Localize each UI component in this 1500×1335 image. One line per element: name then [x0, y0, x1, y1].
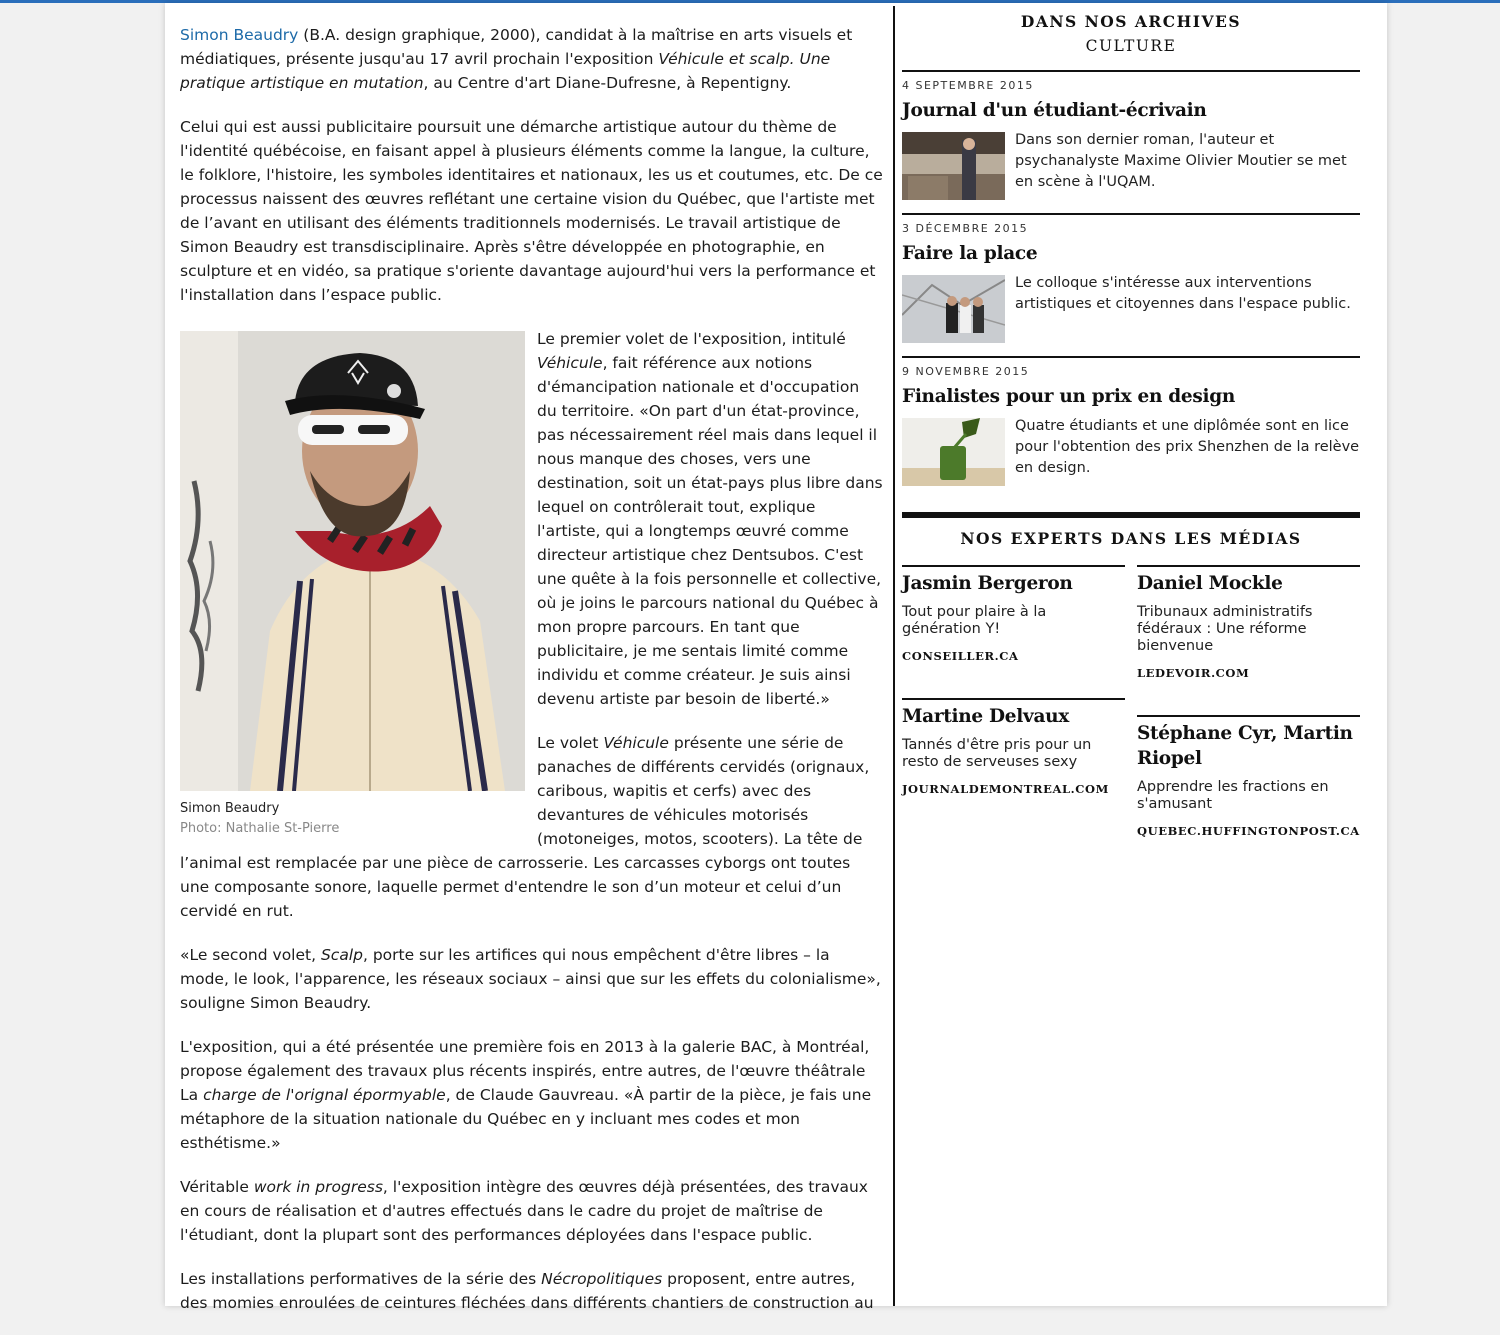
- article-paragraph: Les installations performatives de la série des Nécropolitiques proposent, entre autres, des momies enroulées de ceintures fléchées dans différents chantiers de construction au: [180, 1270, 874, 1312]
- experts-section: [902, 512, 1360, 839]
- expert-source: JOURNALDEMONTREAL.COM: [902, 782, 1109, 796]
- figure-caption: Simon Beaudry: [180, 801, 280, 816]
- expert-source: LEDEVOIR.COM: [1137, 666, 1250, 680]
- expert-item[interactable]: [1137, 715, 1360, 839]
- article-summary: Quatre étudiants et une diplômée sont en lice pour l'obtention des prix Shenzhen de la relève en design.: [1015, 418, 1360, 476]
- expert-name[interactable]: Daniel Mockle: [1137, 573, 1283, 594]
- article-paragraph: L'exposition, qui a été présentée une première fois en 2013 à la galerie BAC, à Montréal, propose également des travaux plus récents inspirés, entre autres, de l'œuvre théâtrale La charge de l'orignal épormyable, de Claude Gauvreau. «À partir de la pièce, je fais une métaphore de la situation nationale du Québec en y incluant mes codes et mon esthétisme.»: [180, 1038, 872, 1152]
- article-paragraph: Le volet Véhicule présente une série de panaches de différents cervidés (orignaux, caribous, wapitis et cerfs) avec des devantures de véhicules motorisés (motoneiges, motos, scooters). La tête de l’animal est remplacée par une pièce de carrosserie. Les carcasses cyborgs ont toutes une composante sonore, laquelle permet d'entendre le son d’un moteur et celui d’un cervidé en rut.: [180, 734, 870, 920]
- article-paragraph: Celui qui est aussi publicitaire poursuit une démarche artistique autour du thème de l'identité québécoise, en faisant appel à plusieurs éléments comme la langue, la culture, le folklore, l'histoire, les symboles identitaires et nationaux, les us et coutumes, etc. De ce processus naissent des œuvres reflétant une certaine vision du Québec, que l'artiste met de l’avant en utilisant des éléments traditionnels modernisés. Le travail artistique de Simon Beaudry est transdisciplinaire. Après s'être développée en photographie, en sculpture et en vidéo, sa pratique s'oriente davantage aujourd'hui vers la performance et l'installation dans l’espace public.: [180, 118, 883, 304]
- archive-article[interactable]: [902, 70, 1360, 200]
- expert-item[interactable]: [1137, 565, 1360, 681]
- figure-credit: Photo: Nathalie St-Pierre: [180, 821, 340, 836]
- expert-name[interactable]: Stéphane Cyr, Martin Riopel: [1137, 723, 1353, 769]
- expert-item[interactable]: [902, 565, 1125, 664]
- article-title-link[interactable]: Journal d'un étudiant-écrivain: [902, 100, 1207, 121]
- sidebar: [902, 9, 1360, 839]
- expert-headline[interactable]: Tannés d'être pris pour un resto de serveuses sexy: [902, 737, 1092, 770]
- archives-title: DANS NOS ARCHIVES: [1020, 12, 1242, 31]
- article-thumbnail[interactable]: [902, 418, 1005, 486]
- archives-subtitle[interactable]: CULTURE: [1085, 37, 1177, 55]
- expert-item[interactable]: [902, 698, 1125, 797]
- author-link[interactable]: Simon Beaudry: [180, 26, 299, 44]
- article-paragraph: Simon Beaudry (B.A. design graphique, 2000), candidat à la maîtrise en arts visuels et médiatiques, présente jusqu'au 17 avril prochain l'exposition Véhicule et scalp. Une pratique artistique en mutation, au Centre d'art Diane-Dufresne, à Repentigny.: [180, 26, 853, 92]
- article-date: 9 NOVEMBRE 2015: [902, 365, 1030, 378]
- article-thumbnail[interactable]: [902, 275, 1005, 343]
- expert-headline[interactable]: Tribunaux administratifs fédéraux : Une réforme bienvenue: [1137, 604, 1313, 654]
- expert-headline[interactable]: Apprendre les fractions en s'amusant: [1137, 779, 1329, 812]
- article-paragraph: Véritable work in progress, l'exposition intègre des œuvres déjà présentées, des travaux en cours de réalisation et d'autres effectués dans le cadre du projet de maîtrise de l'étudiant, dont la plupart sont des performances déployées dans l'espace public.: [180, 1178, 868, 1244]
- expert-headline[interactable]: Tout pour plaire à la génération Y!: [902, 604, 1047, 637]
- archive-article[interactable]: [902, 213, 1360, 343]
- article-body: [180, 23, 883, 1335]
- article-paragraph: «Le second volet, Scalp, porte sur les artifices qui nous empêchent d'être libres – la mode, le look, l'apparence, les réseaux sociaux – ainsi que sur les effets du colonialisme», souligne Simon Beaudry.: [180, 946, 881, 1012]
- article-summary: Dans son dernier roman, l'auteur et psychanalyste Maxime Olivier Moutier se met en scène à l'UQAM.: [1015, 132, 1347, 190]
- article-thumbnail[interactable]: [902, 132, 1005, 200]
- expert-name[interactable]: Jasmin Bergeron: [902, 573, 1073, 594]
- expert-name[interactable]: Martine Delvaux: [902, 706, 1070, 727]
- expert-source: QUEBEC.HUFFINGTONPOST.CA: [1137, 824, 1360, 838]
- article-summary: Le colloque s'intéresse aux interventions artistiques et citoyennes dans l'espace public.: [1015, 275, 1351, 312]
- article-date: 3 DÉCEMBRE 2015: [902, 222, 1029, 235]
- artist-photo: [180, 331, 525, 791]
- article-paragraph: Le premier volet de l'exposition, intitulé Véhicule, fait référence aux notions d'émancipation nationale et d'occupation du territoire. «On part d'un état-province, pas nécessairement réel mais dans lequel il nous manque des choses, vers une destination, soit un état-pays plus libre dans lequel on contrôlerait tout, explique l'artiste, qui a longtemps œuvré comme directeur artistique chez Dentsubos. C'est une quête à la fois personnelle et collective, où je joins le parcours national du Québec à mon propre parcours. En tant que publicitaire, je me sentais limité comme individu et comme créateur. Je suis ainsi devenu artiste par besoin de liberté.»: [537, 330, 883, 708]
- archive-article[interactable]: [902, 356, 1360, 486]
- column-divider: [893, 6, 895, 1306]
- article-figure: [180, 331, 525, 839]
- page-container: [165, 3, 1387, 1312]
- article-date: 4 SEPTEMBRE 2015: [902, 79, 1034, 92]
- expert-source: CONSEILLER.CA: [902, 649, 1019, 663]
- article-title-link[interactable]: Finalistes pour un prix en design: [902, 386, 1235, 407]
- experts-title: NOS EXPERTS DANS LES MÉDIAS: [960, 529, 1302, 548]
- article-title-link[interactable]: Faire la place: [902, 243, 1038, 264]
